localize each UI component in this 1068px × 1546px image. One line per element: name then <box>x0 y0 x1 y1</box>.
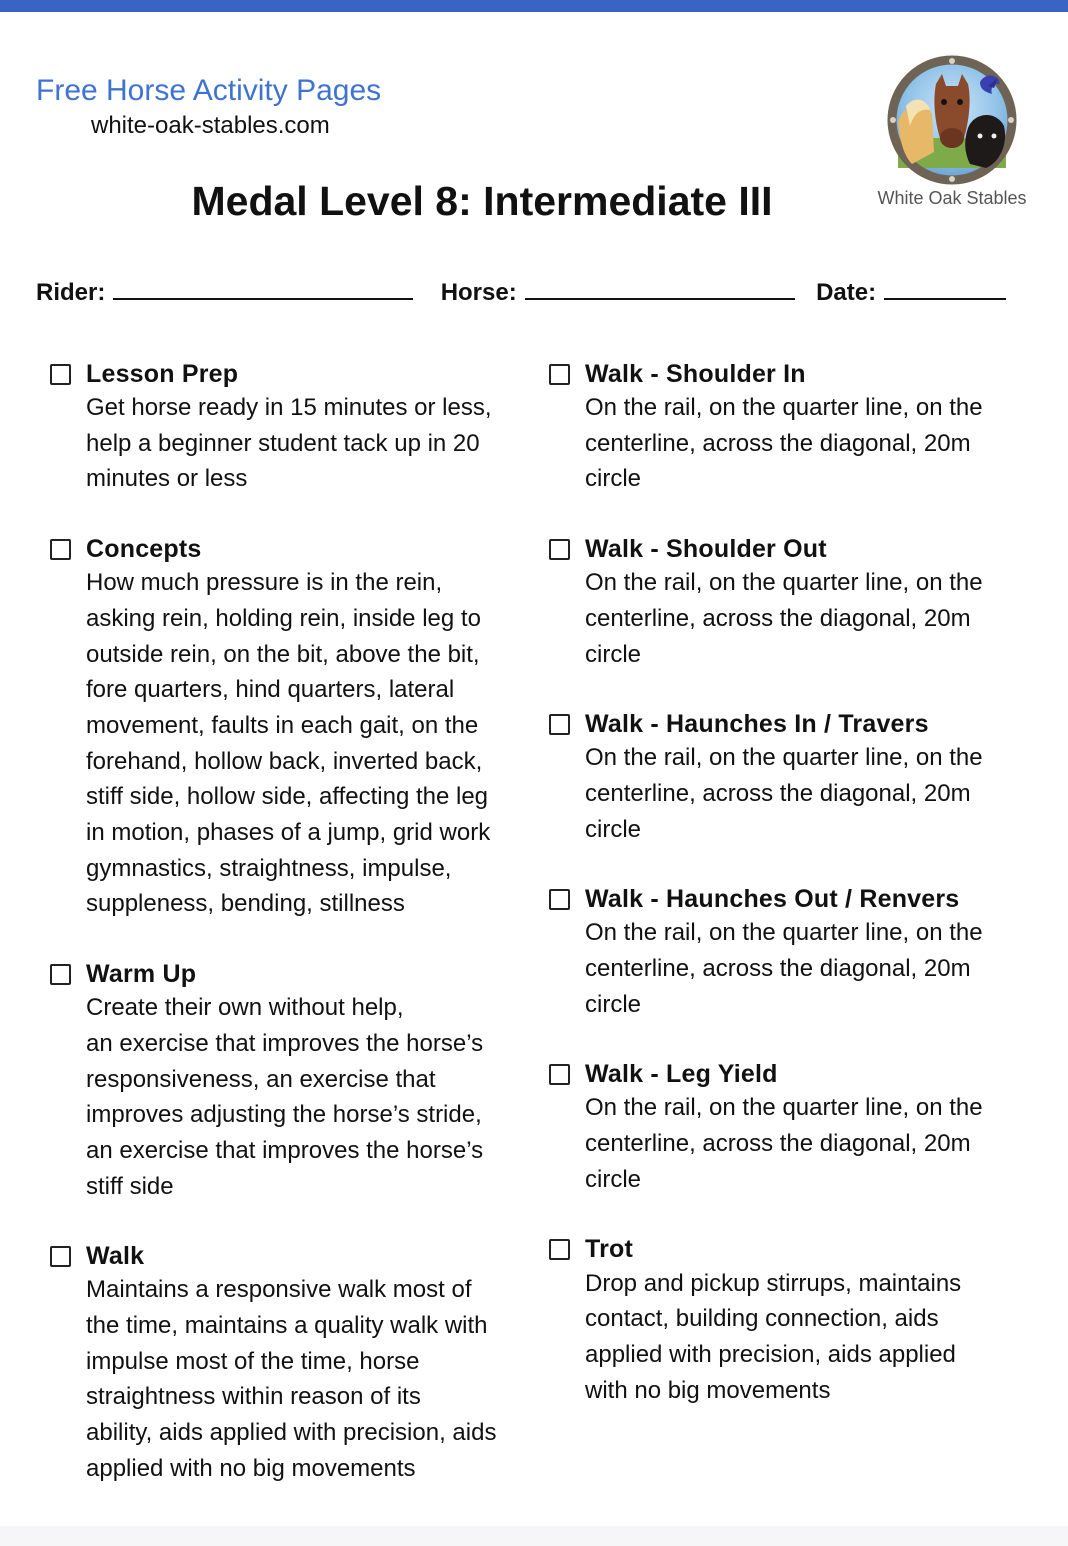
item-title: Walk <box>86 1241 145 1270</box>
horse-label: Horse: <box>440 279 517 306</box>
item-title: Walk - Leg Yield <box>585 1059 778 1088</box>
item-checkbox[interactable] <box>549 1239 570 1260</box>
checklist-item <box>549 1058 1039 1197</box>
date-field[interactable] <box>884 276 1006 300</box>
item-checkbox[interactable] <box>50 539 71 560</box>
item-description: On the rail, on the quarter line, on the centerline, across the diagonal, 20m circle <box>585 1094 983 1193</box>
item-title: Concepts <box>86 534 202 563</box>
item-checkbox[interactable] <box>549 539 570 560</box>
item-title: Warm Up <box>86 959 197 988</box>
item-description: On the rail, on the quarter line, on the centerline, across the diagonal, 20m circle <box>585 394 983 493</box>
item-checkbox[interactable] <box>50 964 71 985</box>
rider-field[interactable] <box>113 276 413 300</box>
checklist-item <box>549 1234 1039 1409</box>
item-checkbox[interactable] <box>549 364 570 385</box>
item-checkbox[interactable] <box>50 1246 71 1267</box>
item-description: On the rail, on the quarter line, on the centerline, across the diagonal, 20m circle <box>585 569 983 668</box>
item-checkbox[interactable] <box>549 714 570 735</box>
checklist-item <box>50 958 540 1204</box>
date-label: Date: <box>816 279 877 306</box>
horse-field[interactable] <box>525 276 795 300</box>
item-title: Walk - Haunches In / Travers <box>585 709 929 738</box>
checklist-item <box>549 533 1039 672</box>
page-bottom-edge <box>0 1526 1068 1546</box>
item-description: Drop and pickup stirrups, maintains contact, building connection, aids applied with precision, aids applied with no big movements <box>585 1269 962 1404</box>
item-description: How much pressure is in the rein, asking rein, holding rein, inside leg to outside rein, on the bit, above the bit, fore quarters, hind quarters, lateral movement, faults in each gait, on the forehand, hollow back, inverted back, stiff side, hollow side, affecting the leg in motion, phases of a jump, grid work gymnastics, straightness, impulse, suppleness, bending, stillness <box>86 569 491 918</box>
checklist-item <box>549 708 1039 847</box>
right-checklist <box>549 358 1039 1444</box>
logo-caption: White Oak Stables <box>877 188 1027 208</box>
site-title[interactable]: Free Horse Activity Pages <box>36 74 382 107</box>
item-description: On the rail, on the quarter line, on the centerline, across the diagonal, 20m circle <box>585 744 983 843</box>
item-title: Walk - Shoulder In <box>585 359 806 388</box>
checklist-item <box>50 358 540 497</box>
item-checkbox[interactable] <box>549 1064 570 1085</box>
top-accent-bar <box>0 0 1068 12</box>
left-checklist <box>50 358 540 1523</box>
rider-label: Rider: <box>36 279 106 306</box>
item-title: Walk - Haunches Out / Renvers <box>585 884 960 913</box>
checklist-item <box>549 883 1039 1022</box>
rider-info-fields <box>36 276 1036 307</box>
checklist-item <box>50 533 540 922</box>
item-description: Maintains a responsive walk most of the time, maintains a quality walk with impulse most of the time, horse straightness within reason of its ability, aids applied with precision, aids applied with no big movements <box>86 1276 497 1482</box>
item-checkbox[interactable] <box>50 364 71 385</box>
item-title: Walk - Shoulder Out <box>585 534 827 563</box>
checklist-item <box>50 1240 540 1486</box>
document-title: Medal Level 8: Intermediate III <box>191 178 773 224</box>
item-title: Trot <box>585 1235 634 1264</box>
site-url[interactable]: white-oak-stables.com <box>91 112 330 139</box>
checklist-item <box>549 358 1039 497</box>
item-title: Lesson Prep <box>86 359 239 388</box>
item-checkbox[interactable] <box>549 889 570 910</box>
item-description: Get horse ready in 15 minutes or less, help a beginner student tack up in 20 minutes or less <box>86 394 492 493</box>
item-description: Create their own without help, an exercise that improves the horse’s responsiveness, an exercise that improves adjusting the horse’s stride, an exercise that improves the horse’s stiff side <box>86 994 484 1200</box>
horse-badge-icon <box>876 52 1028 188</box>
item-description: On the rail, on the quarter line, on the centerline, across the diagonal, 20m circle <box>585 919 983 1018</box>
